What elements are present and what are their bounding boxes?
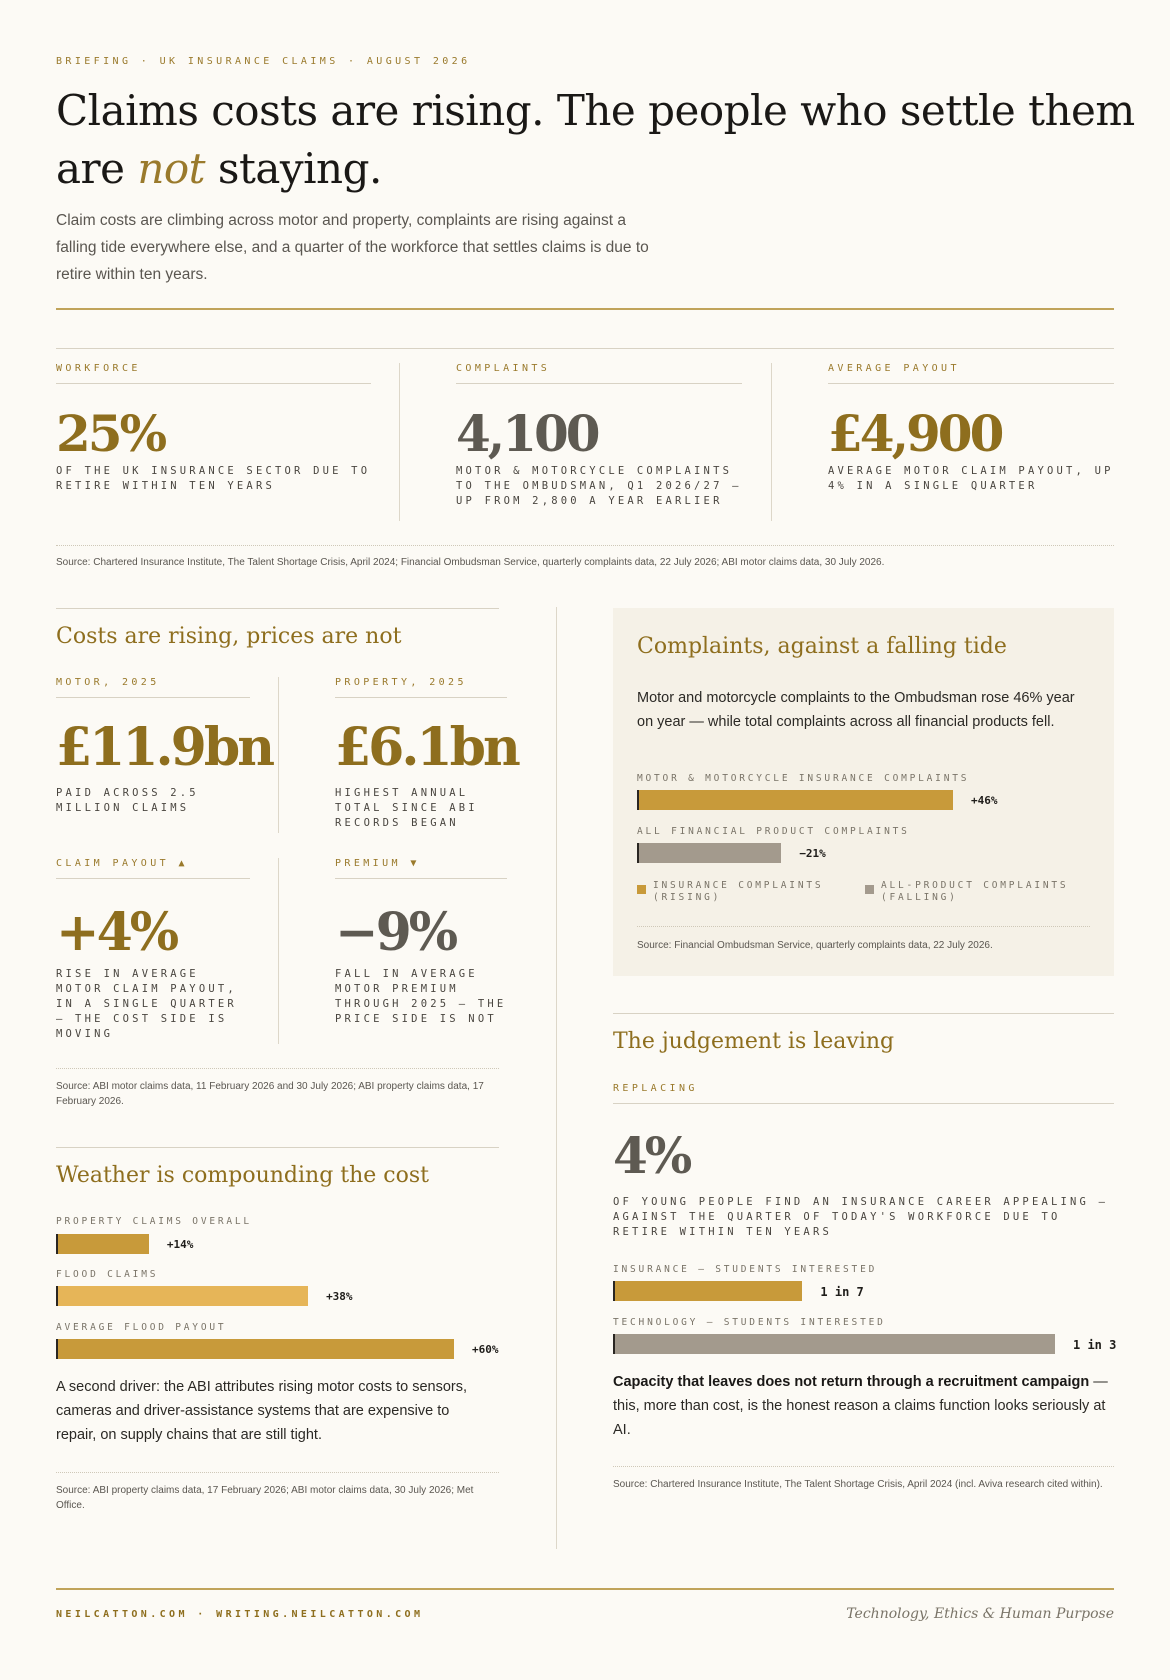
cost-rule <box>56 878 250 879</box>
weather-bar-label: AVERAGE FLOOD PAYOUT <box>56 1322 227 1333</box>
cost-motor <box>56 677 272 816</box>
complaints-heading: Complaints, against a falling tide <box>637 634 1007 659</box>
stat-value: 4,100 <box>456 404 598 463</box>
judgement-value: 4% <box>613 1126 690 1185</box>
stat-average-payout <box>828 363 1114 494</box>
stat-rule <box>828 383 1114 384</box>
cost-rule <box>335 878 507 879</box>
cost-desc: PAID ACROSS 2.5 MILLION CLAIMS <box>56 787 199 814</box>
weather-bar-property <box>56 1234 149 1254</box>
weather-source-rule <box>56 1472 499 1473</box>
stat-label: AVERAGE PAYOUT <box>828 363 960 374</box>
judgement-bar-value: 1 in 7 <box>820 1285 864 1299</box>
cost-label: CLAIM PAYOUT ▲ <box>56 858 188 869</box>
judgement-label: REPLACING <box>613 1083 698 1094</box>
cost-rule <box>335 697 507 698</box>
cost-premium <box>335 858 507 1027</box>
costs-source-rule <box>56 1068 499 1069</box>
stat-workforce <box>56 363 371 494</box>
complaints-source: Source: Financial Ombudsman Service, quarterly complaints data, 22 July 2026. <box>637 940 993 951</box>
stat-label: WORKFORCE <box>56 363 141 374</box>
legend-label: INSURANCE COMPLAINTS (RISING) <box>653 880 824 903</box>
costs-top-rule <box>56 608 499 609</box>
footer-links[interactable]: NEILCATTON.COM · WRITING.NEILCATTON.COM <box>56 1609 424 1620</box>
legend-swatch <box>865 885 874 894</box>
judgement-heading: The judgement is leaving <box>613 1029 895 1054</box>
stats-bottom-rule <box>56 545 1114 546</box>
header-rule <box>56 308 1114 310</box>
stat-desc: MOTOR & MOTORCYCLE COMPLAINTS TO THE OMBUDSMAN, Q1 2026/27 — UP FROM 2,800 A YEAR EARLIER <box>456 465 742 507</box>
stats-source: Source: Chartered Insurance Institute, The Talent Shortage Crisis, April 2024; Financial Ombudsman Service, quarterly complaints data, 22 July 2026; ABI motor claims data, 30 July 2026. <box>56 557 885 568</box>
legend-swatch <box>637 885 646 894</box>
cost-value: −9% <box>335 902 456 963</box>
stats-top-rule <box>56 348 1114 349</box>
complaints-bar-label: ALL FINANCIAL PRODUCT COMPLAINTS <box>637 826 910 837</box>
judgement-body-strong: Capacity that leaves does not return through a recruitment campaign <box>613 1374 1090 1390</box>
judgement-bar-insurance <box>613 1281 802 1301</box>
weather-source: Source: ABI property claims data, 17 February 2026; ABI motor claims data, 30 July 2026; Met Office. <box>56 1485 474 1511</box>
title-line-1: Claims costs are rising. The people who settle them <box>56 86 1135 135</box>
judgement-body <box>613 1370 1113 1442</box>
cost-value: £11.9bn <box>56 717 272 778</box>
stat-value: £4,900 <box>828 404 1002 463</box>
weather-bar-value: +38% <box>326 1290 353 1303</box>
judgement-top-rule <box>613 1013 1114 1014</box>
judgement-bar-technology <box>613 1334 1055 1354</box>
judgement-body-rest: — this, more than cost, is the honest reason a claims function looks seriously at AI. <box>613 1374 1108 1438</box>
weather-bar-flood-payout <box>56 1339 454 1359</box>
judgement-rule <box>613 1103 1114 1104</box>
judgement-bar-label: TECHNOLOGY — STUDENTS INTERESTED <box>613 1317 886 1328</box>
stat-value: 25% <box>56 404 165 463</box>
stat-divider <box>771 363 772 521</box>
weather-top-rule <box>56 1147 499 1148</box>
weather-bar-flood <box>56 1286 308 1306</box>
cost-label: PROPERTY, 2025 <box>335 677 467 688</box>
stat-divider <box>399 363 400 521</box>
cost-divider <box>278 677 279 833</box>
intro-paragraph: Claim costs are climbing across motor and property, complaints are rising against a falling tide everywhere else, and a quarter of the workforce that settles claims is due to retire within ten years. <box>56 212 649 283</box>
judgement-bar-label: INSURANCE — STUDENTS INTERESTED <box>613 1264 878 1275</box>
cost-claim-payout <box>56 858 250 1042</box>
complaints-body: Motor and motorcycle complaints to the Ombudsman rose 46% year on year — while total complaints across all financial products fell. <box>637 690 1075 730</box>
cost-label: MOTOR, 2025 <box>56 677 160 688</box>
stat-rule <box>456 383 742 384</box>
complaints-bar-label: MOTOR & MOTORCYCLE INSURANCE COMPLAINTS <box>637 773 970 784</box>
weather-heading: Weather is compounding the cost <box>56 1163 429 1188</box>
cost-desc: HIGHEST ANNUAL TOTAL SINCE ABI RECORDS BEGAN <box>335 787 478 829</box>
complaints-bar-value: +46% <box>971 794 998 807</box>
cost-divider <box>278 858 279 1044</box>
complaints-panel <box>613 608 1114 976</box>
stat-complaints <box>456 363 742 509</box>
cost-value: +4% <box>56 902 177 963</box>
stat-rule <box>56 383 371 384</box>
complaints-source-rule <box>637 926 1090 927</box>
judgement-source-rule <box>613 1466 1114 1467</box>
column-divider <box>556 607 557 1549</box>
title-are: are <box>56 144 125 193</box>
judgement-bar-value: 1 in 3 <box>1073 1338 1117 1352</box>
cost-rule <box>56 697 250 698</box>
cost-property <box>335 677 518 831</box>
title-emphasis: not <box>137 144 206 193</box>
judgement-source: Source: Chartered Insurance Institute, The Talent Shortage Crisis, April 2024 (incl. Aviva research cited within). <box>613 1479 1103 1490</box>
costs-source: Source: ABI motor claims data, 11 February 2026 and 30 July 2026; ABI property claims data, 17 February 2026. <box>56 1081 484 1107</box>
footer-rule <box>56 1588 1114 1590</box>
weather-body: A second driver: the ABI attributes rising motor costs to sensors, cameras and driver-assistance systems that are expensive to repair, on supply chains that are still tight. <box>56 1379 468 1443</box>
cost-desc: FALL IN AVERAGE MOTOR PREMIUM THROUGH 2025 — THE PRICE SIDE IS NOT <box>335 968 507 1025</box>
complaints-bar-all-products <box>637 843 781 863</box>
page-title <box>56 82 1136 198</box>
weather-bar-label: PROPERTY CLAIMS OVERALL <box>56 1216 252 1227</box>
title-staying: staying. <box>217 144 382 193</box>
stat-desc: OF THE UK INSURANCE SECTOR DUE TO RETIRE WITHIN TEN YEARS <box>56 465 371 492</box>
complaints-bar-insurance <box>637 790 953 810</box>
legend-label: ALL-PRODUCT COMPLAINTS (FALLING) <box>881 880 1069 903</box>
complaints-bar-value: −21% <box>799 847 826 860</box>
stat-desc: AVERAGE MOTOR CLAIM PAYOUT, UP 4% IN A SINGLE QUARTER <box>828 465 1114 492</box>
stat-label: COMPLAINTS <box>456 363 551 374</box>
cost-label: PREMIUM ▼ <box>335 858 420 869</box>
weather-bar-label: FLOOD CLAIMS <box>56 1269 159 1280</box>
costs-heading: Costs are rising, prices are not <box>56 624 402 649</box>
cost-desc: RISE IN AVERAGE MOTOR CLAIM PAYOUT, IN A SINGLE QUARTER — THE COST SIDE IS MOVING <box>56 968 237 1040</box>
weather-bar-value: +14% <box>166 1238 194 1251</box>
footer-tagline: Technology, Ethics & Human Purpose <box>846 1606 1114 1622</box>
weather-bar-value: +60% <box>472 1343 499 1356</box>
cost-value: £6.1bn <box>335 717 518 778</box>
briefing-kicker: BRIEFING · UK INSURANCE CLAIMS · AUGUST 2026 <box>56 56 471 67</box>
judgement-desc: OF YOUNG PEOPLE FIND AN INSURANCE CAREER APPEALING — AGAINST THE QUARTER OF TODAY'S WORKFORCE DUE TO RETIRE WITHIN TEN YEARS <box>613 1196 1109 1238</box>
